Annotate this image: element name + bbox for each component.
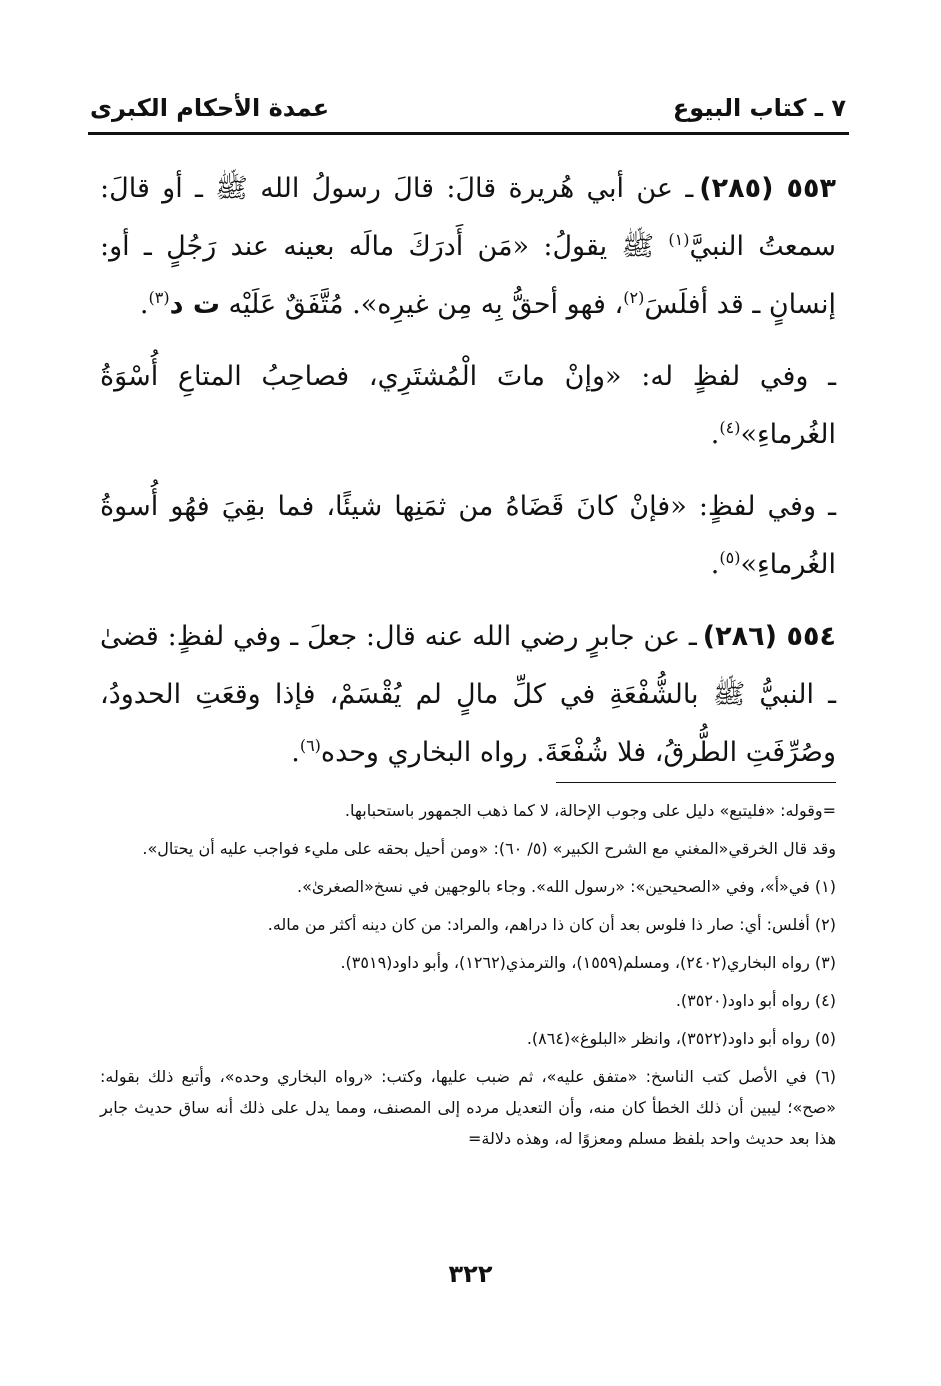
footnote-3: (٣) رواه البخاري(٢٤٠٢)، ومسلم(١٥٥٩)، والترمذي(١٢٦٢)، وأبو داود(٣٥١٩). (340, 953, 836, 972)
running-header (90, 88, 846, 128)
hadith-text: ، فهو أحقُّ بِه مِن غيرِه». مُتَّفَقٌ عَلَيْه (219, 289, 624, 320)
hadith-553-variant-2 (100, 478, 836, 594)
footnote-ref: (٣) (148, 288, 170, 307)
footnotes (100, 795, 836, 1161)
header-divider (88, 132, 849, 135)
hadith-text: ﷺ يقولُ: «مَن أَدرَكَ مالَه بعينه عند رَجُلٍ ـ أو: إنسانٍ ـ قد أفلَسَ (100, 231, 836, 320)
book-title: عمدة الأحكام الكبرى (90, 94, 330, 122)
variant-text: . (710, 419, 720, 450)
footnote-4: (٤) رواه أبو داود(٣٥٢٠). (675, 991, 836, 1010)
variant-text: ـ وفي لفظٍ: «فإنْ كانَ قَضَاهُ من ثمَنِها شيئًا، فما بقِيَ فهُو أُسوةُ الغُرماءِ» (100, 491, 836, 580)
hadith-553-variant-1 (100, 348, 836, 464)
source-abbrev: ت د (169, 289, 220, 320)
main-text (100, 160, 836, 796)
footnote-5: (٥) رواه أبو داود(٣٥٢٢)، وانظر «البلوغ»(٨٦٤). (526, 1029, 836, 1048)
hadith-553 (100, 160, 836, 334)
chapter-title: ٧ ـ كتاب البيوع (672, 94, 846, 122)
footnote-separator (556, 782, 836, 783)
hadith-text: . (291, 737, 300, 768)
footnote-ref: (٢) (623, 288, 645, 307)
hadith-text: ـ عن جابرٍ رضي الله عنه قال: جعلَ ـ وفي لفظٍ: قضىٰ ـ النبيُّ ﷺ بالشُّفْعَةِ في كلِّ مالٍ لم يُقْسَمْ، فإذا وقعَتِ الحدودُ، وصُرِّفَتِ الطُّرقُ، فلا شُفْعَةَ. رواه البخاري وحده (100, 621, 836, 768)
footnote-ref: (٦) (299, 736, 321, 755)
footnote-ref: (٤) (719, 418, 741, 437)
footnote-1: (١) في«أ»، وفي «الصحيحين»: «رسول الله». وجاء بالوجهين في نسخ«الصغرىٰ». (296, 877, 836, 896)
page-number: ٣٢٢ (448, 1260, 493, 1288)
hadith-number: ٥٥٣ (٢٨٥) (699, 173, 836, 204)
hadith-number: ٥٥٤ (٢٨٦) (702, 621, 836, 652)
footnote-continuation: =وقوله: «فليتبع» دليل على وجوب الإحالة، لا كما ذهب الجمهور باستحبابها. (344, 801, 836, 820)
footnote-ref: (٥) (719, 548, 741, 567)
footnote-6: (٦) في الأصل كتب الناسخ: «متفق عليه»، ثم ضبب عليها، وكتب: «رواه البخاري وحده»، وأتبع ذلك بقوله: «صح»؛ ليبين أن ذلك الخطأ كان منه، وأن التعديل مرده إلى المصنف، ومما يدل على ذلك أنه ساق حديث جابر هذا بعد حديث واحد بلفظ مسلم ومعزوًا له، وهذه دلالة= (100, 1067, 836, 1148)
hadith-text: . (139, 289, 149, 320)
variant-text: . (710, 549, 720, 580)
footnote-continuation: وقد قال الخرقي«المغني مع الشرح الكبير» (٥/ ٦٠): «ومن أحيل بحقه على مليء فواجب عليه أن يحتال». (142, 839, 836, 858)
footnote-2: (٢) أفلس: أي: صار ذا فلوس بعد أن كان ذا دراهم، والمراد: من كان دينه أكثر من ماله. (267, 915, 836, 934)
hadith-text: ـ عن أبي هُريرة قالَ: قالَ رسولُ الله ﷺ ـ أو قالَ: سمعتُ النبيَّ (100, 173, 837, 262)
variant-text: ـ وفي لفظٍ له: «وإنْ ماتَ الْمُشتَرِي، فصاحِبُ المتاعِ أُسْوَةُ الغُرماءِ» (100, 361, 836, 450)
footnote-ref: (١) (668, 230, 690, 249)
hadith-554 (100, 608, 836, 782)
